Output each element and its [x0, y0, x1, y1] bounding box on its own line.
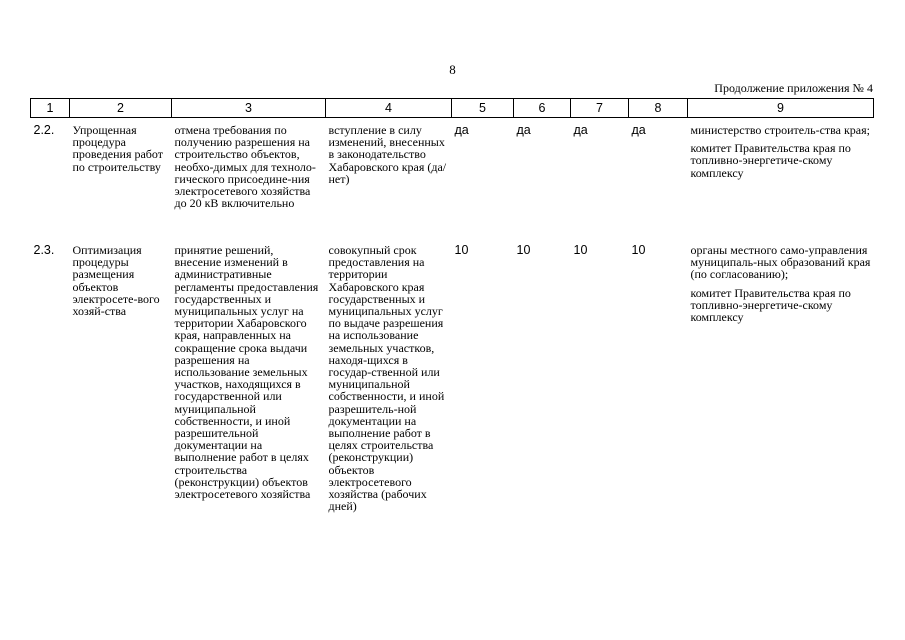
responsible-cell — [688, 118, 874, 239]
value-col-7: да — [573, 123, 588, 137]
column-header-5: 5 — [452, 99, 514, 118]
value-col-5: 10 — [454, 243, 469, 257]
header-row — [31, 99, 874, 118]
page-number: 8 — [449, 62, 456, 77]
table-row — [31, 238, 874, 512]
measure-indicator: вступление в силу изменений, внесенных в законодательство Хабаровского края (да/нет) — [328, 123, 447, 186]
column-header-1: 1 — [31, 99, 70, 118]
responsible-secondary: комитет Правительства края по топливно-энергетиче-скому комплексу — [690, 285, 851, 325]
column-header-4: 4 — [326, 99, 452, 118]
value-col-6: 10 — [516, 243, 531, 257]
column-header-3: 3 — [172, 99, 326, 118]
measure-indicator: совокупный срок предоставления на территории Хабаровского края государственных и муниципальных услуг по выдаче разрешения на использование земельных участков, находя-щихся в государ-ственной или муниципальной собственности, и иной разрешитель-ной документации на выполнение работ в целях строительства (реконструкции) объектов электросетевого хозяйства (рабочих дней) — [328, 243, 445, 514]
column-header-6: 6 — [514, 99, 571, 118]
row-number: 2.3. — [33, 243, 55, 257]
responsible-secondary: комитет Правительства края по топливно-энергетиче-скому комплексу — [690, 141, 851, 180]
value-col-8: 10 — [631, 243, 646, 257]
value-col-8: да — [631, 123, 646, 137]
responsible-primary: органы местного само-управления муниципаль-ных образований края (по согласованию); — [690, 243, 871, 282]
column-header-8: 8 — [629, 99, 688, 118]
column-header-7: 7 — [571, 99, 629, 118]
column-header-2: 2 — [70, 99, 172, 118]
measure-action: отмена требования по получению разрешения на строительство объектов, необхо-димых для техноло-гического присоедине-ния электросетевого хозяйства до 20 кВ включительно — [174, 123, 316, 211]
value-col-6: да — [516, 123, 531, 137]
measure-name: Оптимизация процедуры размещения объектов электросете-вого хозяй-ства — [72, 243, 160, 319]
measure-name: Упрощенная процедура проведения работ по строительству — [72, 123, 163, 174]
measures-table — [30, 98, 874, 512]
measure-action: принятие решений, внесение изменений в административные регламенты предоставления государственных и муниципальных услуг на территории Хабаровского края, направленных на сокращение срока выдачи разрешения на использование земельных участков, находящихся в государственной или муниципальной собственности, и иной разрешительной документации на выполнение работ в целях строительства (реконструкции) объектов электросетевого хозяйства — [174, 243, 319, 502]
table-row — [31, 118, 874, 239]
responsible-primary: министерство строитель-ства края; — [690, 123, 870, 137]
appendix-continuation-label: Продолжение приложения № 4 — [714, 81, 873, 95]
responsible-cell — [688, 238, 874, 512]
value-col-5: да — [454, 123, 469, 137]
value-col-7: 10 — [573, 243, 588, 257]
row-number: 2.2. — [33, 123, 55, 137]
column-header-9: 9 — [688, 99, 874, 118]
